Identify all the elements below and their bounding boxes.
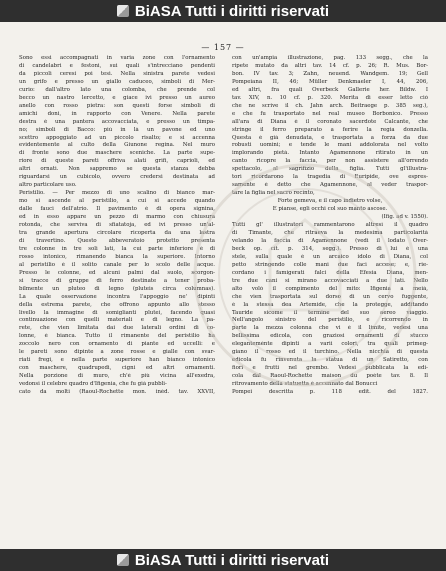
text-line: mo si ascende al peristilio, a cui si accede quando (19, 198, 215, 205)
text-line: altro particolare uso. (19, 182, 77, 189)
text-line: Tauride sicome il termine del suo aereo viaggio. (232, 309, 428, 316)
text-line: Pompeiana II, 46; Müller Denkmaeler I, 44, 206, (232, 78, 428, 85)
text-line: ed altri, fra quali Overbeck Gallerie her. Bildw. I (232, 86, 428, 93)
text-line: robusti uomini; e tende le mani addolorata nel volto (232, 142, 428, 149)
text-line: Tutti gl' illustratori rammentarono altresì il quadro (232, 222, 428, 229)
text-line: anello con rosso pietra: son questi forse simboli di (19, 102, 215, 109)
text-line: riguardarsi un cubicolo, ovvero credersi destinata ad (19, 174, 215, 181)
text-line: petto stringendo colle mani due faci accese; e, rie- (232, 261, 428, 268)
text-line: continuazione con quelli materiali e di legno. La pa- (19, 317, 215, 324)
text-line: Questa è già denudata, e trasportata a forza da due (232, 134, 428, 141)
text-line: ed in esso appare un pezzo di marmo con chiusura (19, 214, 215, 221)
text-line: giano il rosso ed il turchino. Nella nicchia di questa (232, 349, 428, 356)
text-line: di fronte sono due maschere sceniche. La parte supe- (19, 150, 215, 157)
text-line: Sono essi accompagnati in varia zone con l'ornamento (19, 55, 215, 61)
text-line: le pareti sono dipinte a zone rosse e gialle con svar- (19, 349, 215, 356)
text-line: al peristilio è il solito canale per lo scolo delle acque. (19, 261, 215, 268)
text-column-left (19, 55, 215, 397)
text-line: cola dal Raoul-Rochette maison du poète tav. 8. Il (232, 373, 428, 380)
text-line: zoccolo nero con ornamento di piante ed uccelli: e (19, 341, 215, 348)
text-line: Peristilio. — Per mezzo di uno scalino di bianco mar- (19, 190, 215, 197)
text-line: con maschere, quadrupedi, cigni ed altri ornamenti. (19, 365, 215, 372)
text-line: destra è una pantera accovacciata, e presso un timpa- (19, 118, 215, 125)
text-line: vedonsi il celebre quadro d'Ifigenia, che fu già pubbli- (19, 381, 167, 388)
text-line: rete, che vien limitata dai due laterali ordini di co- (19, 325, 215, 332)
text-line: all'ara di Diana è il coronato sacerdote Calcante, che (232, 118, 428, 125)
text-line: velando la faccia di Agamennone (vedi il lodato Over- (232, 237, 428, 244)
text-line: scettro appoggiato ad un piccolo risalto; e si accenna (19, 134, 215, 141)
text-line: E pianse, egli occhi col suo manto ascose. (272, 206, 388, 213)
text-line: La quale osservazione incontra l'appoggio ne' dipinti (19, 293, 215, 300)
text-line: della estrema parete, che offrono appunto allo stesso (19, 301, 215, 308)
text-line: tare la figlia nel sacro recinto, (232, 190, 315, 197)
text-line: riati fregi, e nella parte superiore han bianco intonico (19, 357, 215, 364)
text-line: edicola fu rinvenuta la statua di un Satiretto, con (232, 357, 428, 364)
text-line: un grifo e presso un giallo caduceo, simboli di Mer- (19, 78, 215, 85)
text-line: Presso le colonne, ed alcuni palmi dal suolo, scorgon- (19, 269, 215, 276)
text-line: amichi doni, in rapporto con Venere. Nella parete (19, 110, 215, 117)
text-line: (Ifig. ad v. 1550). (381, 214, 428, 221)
text-line: si tracce di gruppe di ferro destinate a tener proba- (19, 277, 215, 284)
text-line: dalle fauci dell'atrio. Il pavimento è di opera signina, (19, 206, 215, 213)
text-line: è la stessa dea Artemide, che la protegge, additando (232, 301, 428, 308)
watermark-banner-bottom (0, 549, 446, 571)
text-line: beck op. cit. p. 314, segg.). Presso di lui è una (232, 245, 428, 252)
text-line: che ne scrive il ch. Jahn arch. Beitraege p. 385 seg.), (232, 102, 428, 109)
text-line: parte la mezza colonna che vi è il limite, vedesi una (232, 325, 428, 332)
text-line: eleganteménte dipinti a varii colori, tra quali primeg- (232, 341, 428, 348)
text-line: livello la immagine di somiglianti plutei, facendo quasi (19, 309, 215, 316)
text-line: rotonda, che serviva di sfiatatoja, ed ivi presso un'al- (19, 222, 215, 229)
text-line: ritrovamento della statuetta è accennato dal Bonucci (232, 381, 378, 388)
text-line: Pompei descritta p. 118 edit. del 1827. (232, 389, 428, 396)
text-line: evidentemente al culto della Giunone regina. Nel muro (19, 142, 215, 149)
text-line: bon. IV tav. 3; Zahn, neuend. Wandgem. 19; Gell (232, 70, 428, 77)
watermark-banner-text: BiASA Tutti i diritti riservati (134, 551, 330, 569)
text-line: spettacolo, al sagrifizio della figlia. Tutti gl'illustra- (232, 166, 428, 173)
text-line: rosso intonico, rimanendo bianca la superiore. Intorno (19, 253, 215, 260)
text-line: di travertino. Questo abbeveratoio protetto presenta (19, 237, 215, 244)
text-line: samente è detto che Agamennone, al veder traspor- (232, 182, 428, 189)
text-line: bellissima edicola, con graziosi ornamenti di stucco (232, 333, 428, 340)
text-line: Forte gemeva, e il capo indietro volse, (277, 198, 383, 205)
text-line: tav. XIV, n. 10 cf. p. 320. Merita di esser letto ciò (232, 94, 428, 101)
biasa-logo-icon (117, 5, 129, 17)
text-line: canto ricopre la faccia, per non assistere all'orrendo (232, 158, 428, 165)
text-line: tre colonne in tre soli lati, la cui parte inferiore è di (19, 245, 215, 252)
watermark-banner-text: BiASA Tutti i diritti riservati (134, 2, 330, 20)
text-line: da piccoli ceresi poi tesi. Nella sinistra parete vedesi (19, 70, 215, 77)
text-line: stele, sulla quale è un arcaico idolo di Diana, col (232, 253, 428, 260)
text-line: bilmente un pluteo di legno (pluteis circa columnas). (19, 285, 215, 292)
page-number: — 157 — (201, 43, 245, 52)
text-line: tre due cani si mirano accovacciati a due lati. Nello (232, 277, 428, 284)
text-line: no; simboli di Bacco: più in là un pavone ed uno (19, 126, 215, 133)
text-line: lonne, è bianca. Tutto il rimanente del peristilio ha (19, 333, 215, 340)
text-line: Nell'angolo sinistro del peristilio, e ricorrendo in (232, 317, 428, 324)
text-column-right (232, 55, 428, 397)
text-line: e che fu trasportato nel real museo Borbonico. Presso (232, 110, 428, 117)
text-line: che vien trasportata sul dorso di un cervo fuggente, (232, 293, 428, 300)
text-line: Nella porzione di muro, ch'è più vicina all'exedra, (19, 373, 215, 380)
biasa-logo-icon (117, 554, 129, 566)
text-line: tra grande apertura circolare ricoperta da una lastra (19, 229, 215, 236)
text-line: curio: dall'altro lato una colomba, che prende col (19, 86, 215, 93)
text-line: alto volò il compimento del mito: Ifigenia a meià, (232, 285, 428, 292)
text-line: fiori e frutti nel grembo. Vedesi pubblicata la edi- (232, 365, 428, 372)
watermark-banner-top (0, 0, 446, 22)
text-line: altri ornati. Non sappremo se questa stanza debba (19, 166, 215, 173)
text-line: di Timante, che ritraeva la medesima particolarità (232, 229, 428, 236)
text-line: cato da molti (Raoul-Rochette mon. inéd. tav. XXVII, (19, 389, 215, 396)
text-line: di candelabri e festoni, sui quali s'intrecciano pendenti (19, 62, 215, 69)
text-line: ripete mutato da altri tav. 14 cf. p. 26; R. Mus. Bor- (232, 62, 428, 69)
text-line: becco un nastro lercetto, e giace ivi presso un aureo (19, 94, 215, 101)
text-line: stringe il ferro preparato a ferire la regia donzella. (232, 126, 428, 133)
text-line: cordano i famigerati falci della Efesia Diana, men- (232, 269, 428, 276)
text-line: riore di queste pareti offriva alati grifi, caprioli, ed (19, 158, 215, 165)
text-line: con un'ampia illustrazione, pag. 133 segg., che la (232, 55, 428, 61)
text-line: implorando pietà. Intanto Agamennone ritirato in un (232, 150, 428, 157)
text-line: tori ricordarono la tragedia di Euripide, ove espres- (232, 174, 428, 181)
